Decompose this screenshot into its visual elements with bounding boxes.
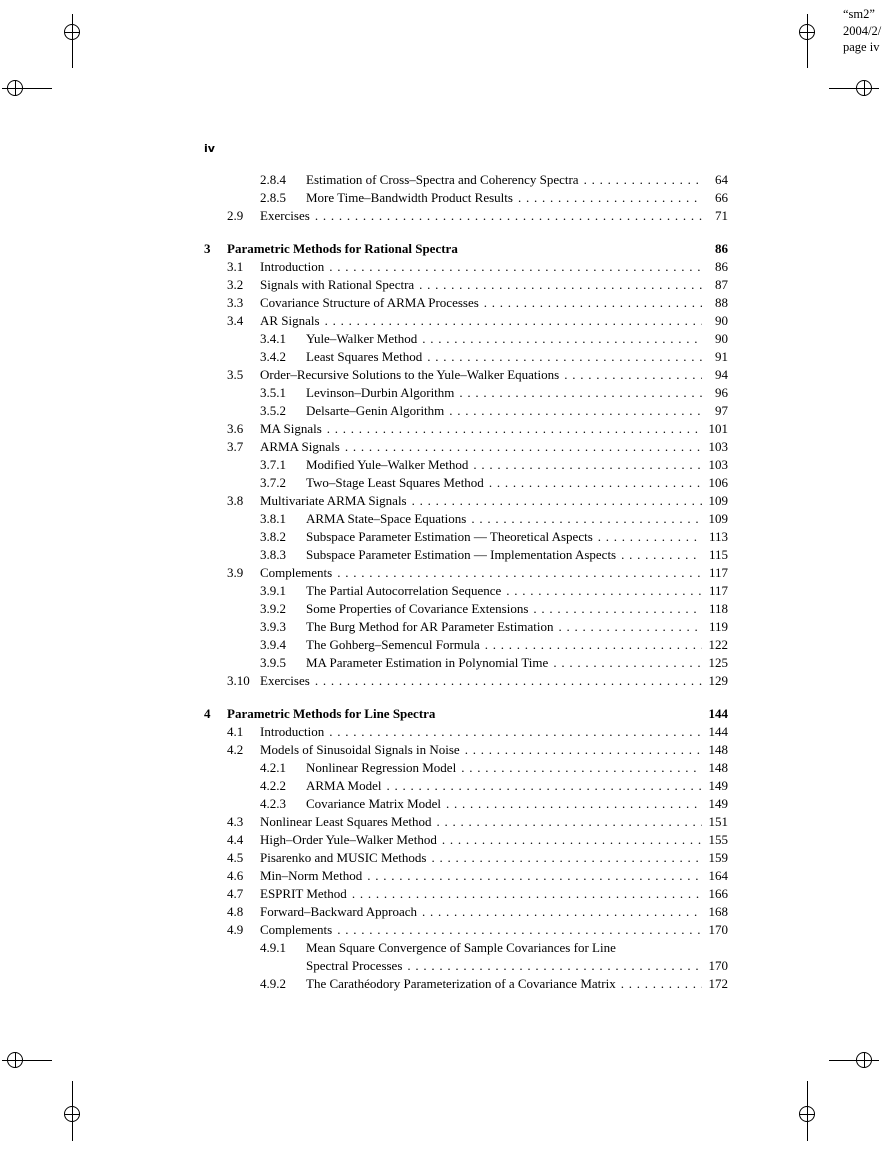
toc-entry-page: 149 — [708, 778, 728, 793]
toc-entry — [204, 171, 728, 189]
toc-entry-page: 117 — [708, 583, 728, 598]
toc-entry-title-continued: Spectral Processes — [306, 958, 403, 973]
toc-entry-title: Nonlinear Regression Model — [306, 760, 457, 775]
toc-entry-page: 101 — [708, 421, 728, 436]
toc-entry-page: 129 — [708, 673, 728, 688]
table-of-contents — [204, 171, 728, 993]
toc-entry-page: 117 — [708, 565, 728, 580]
toc-entry — [204, 885, 728, 903]
toc-entry-title: Multivariate ARMA Signals — [260, 493, 407, 508]
toc-entry-page: 166 — [708, 886, 728, 901]
toc-entry-page: 115 — [708, 547, 728, 562]
toc-entry — [204, 312, 728, 330]
toc-entry — [204, 492, 728, 510]
toc-entry-number: 2.9 — [227, 208, 244, 223]
toc-entry-page: 119 — [708, 619, 728, 634]
toc-chapter-page: 86 — [715, 241, 728, 256]
toc-entry — [204, 366, 728, 384]
toc-entry-number: 4.2.2 — [260, 778, 286, 793]
toc-entry-title: High–Order Yule–Walker Method — [260, 832, 437, 847]
toc-entry-page: 109 — [708, 511, 728, 526]
header-line-2: 2004/2/ — [843, 23, 882, 38]
toc-entry — [204, 795, 728, 813]
toc-entry-number: 4.2.3 — [260, 796, 286, 811]
toc-entry-title: ARMA State–Space Equations — [306, 511, 467, 526]
toc-entry-number: 3.8.1 — [260, 511, 286, 526]
toc-entry-number: 4.7 — [227, 886, 244, 901]
toc-entry-number: 4.6 — [227, 868, 244, 883]
toc-entry — [204, 636, 728, 654]
toc-entry-title: The Burg Method for AR Parameter Estimation — [306, 619, 554, 634]
toc-entry-number: 4.9.1 — [260, 940, 286, 955]
toc-entry-title: Delsarte–Genin Algorithm — [306, 403, 445, 418]
toc-entry — [204, 582, 728, 600]
toc-entry-title: Introduction — [260, 724, 325, 739]
toc-entry-title: Signals with Rational Spectra — [260, 277, 415, 292]
toc-entry-number: 3.6 — [227, 421, 244, 436]
toc-entry-page: 86 — [715, 259, 728, 274]
toc-entry-number: 3.5 — [227, 367, 244, 382]
toc-entry-page: 109 — [708, 493, 728, 508]
toc-entry-number: 3.8 — [227, 493, 244, 508]
toc-entry-title: Least Squares Method — [306, 349, 423, 364]
toc-entry-title: ESPRIT Method — [260, 886, 347, 901]
toc-chapter-page: 144 — [708, 706, 728, 721]
toc-entry-title: ARMA Signals — [260, 439, 340, 454]
running-header — [843, 6, 881, 56]
toc-entry-number: 4.5 — [227, 850, 244, 865]
toc-entry-page: 125 — [708, 655, 728, 670]
toc-entry-page: 113 — [708, 529, 728, 544]
toc-entry — [204, 546, 728, 564]
toc-entry — [204, 831, 728, 849]
toc-entry — [204, 276, 728, 294]
toc-entry-number: 3.4 — [227, 313, 244, 328]
toc-entry-title: Min–Norm Method — [260, 868, 363, 883]
toc-entry — [204, 813, 728, 831]
toc-entry — [204, 672, 728, 690]
toc-entry-number: 3.10 — [227, 673, 250, 688]
toc-entry-title: Levinson–Durbin Algorithm — [306, 385, 455, 400]
toc-entry-title: Covariance Structure of ARMA Processes — [260, 295, 479, 310]
toc-entry-number: 4.9 — [227, 922, 244, 937]
toc-entry-page: 148 — [708, 760, 728, 775]
toc-entry-number: 3.5.1 — [260, 385, 286, 400]
toc-entry-page: 172 — [708, 976, 728, 991]
toc-entry-title: Nonlinear Least Squares Method — [260, 814, 432, 829]
toc-entry — [204, 456, 728, 474]
toc-entry-page: 90 — [715, 331, 728, 346]
toc-entry-page: 155 — [708, 832, 728, 847]
toc-entry-number: 3.8.2 — [260, 529, 286, 544]
toc-entry-page: 170 — [708, 922, 728, 937]
toc-entry — [204, 294, 728, 312]
toc-entry-title: Exercises — [260, 673, 310, 688]
toc-entry-number: 3.7 — [227, 439, 244, 454]
toc-entry-page: 159 — [708, 850, 728, 865]
toc-entry-number: 3.9.4 — [260, 637, 286, 652]
toc-entry-number: 4.3 — [227, 814, 244, 829]
toc-chapter — [204, 240, 728, 258]
toc-entry — [204, 654, 728, 672]
toc-entry-continuation — [204, 957, 728, 975]
toc-entry-title: Introduction — [260, 259, 325, 274]
toc-entry-title: Covariance Matrix Model — [306, 796, 442, 811]
toc-entry-title: Estimation of Cross–Spectra and Coherency Spectra — [306, 172, 579, 187]
toc-entry — [204, 420, 728, 438]
toc-entry-number: 4.2.1 — [260, 760, 286, 775]
toc-entry-title: Some Properties of Covariance Extensions — [306, 601, 529, 616]
toc-entry — [204, 402, 728, 420]
toc-entry — [204, 438, 728, 456]
toc-entry-page: 148 — [708, 742, 728, 757]
toc-entry-number: 3.8.3 — [260, 547, 286, 562]
header-line-3: page iv — [843, 40, 880, 54]
toc-entry — [204, 207, 728, 225]
toc-entry-page: 88 — [715, 295, 728, 310]
toc-entry-number: 3.9.2 — [260, 601, 286, 616]
toc-entry-number: 3.5.2 — [260, 403, 286, 418]
toc-entry-page: 94 — [715, 367, 728, 382]
toc-entry-title: MA Signals — [260, 421, 322, 436]
toc-entry-title: Models of Sinusoidal Signals in Noise — [260, 742, 460, 757]
toc-entry — [204, 474, 728, 492]
toc-entry — [204, 600, 728, 618]
toc-chapter-title: Parametric Methods for Rational Spectra — [227, 241, 458, 256]
page-number: iv — [204, 142, 215, 155]
toc-entry — [204, 777, 728, 795]
toc-entry — [204, 189, 728, 207]
toc-entry — [204, 564, 728, 582]
toc-chapter — [204, 705, 728, 723]
toc-entry-number: 3.4.1 — [260, 331, 286, 346]
toc-entry-title: Modified Yule–Walker Method — [306, 457, 469, 472]
toc-entry-number: 4.2 — [227, 742, 244, 757]
toc-entry-page: 168 — [708, 904, 728, 919]
toc-entry-title: ARMA Model — [306, 778, 382, 793]
toc-entry-title: Subspace Parameter Estimation — Implementation Aspects — [306, 547, 617, 562]
toc-entry-page: 90 — [715, 313, 728, 328]
toc-entry-page: 97 — [715, 403, 728, 418]
header-line-1: “sm2” — [843, 7, 875, 21]
toc-entry-page: 71 — [715, 208, 728, 223]
toc-entry — [204, 384, 728, 402]
toc-entry-page: 103 — [708, 457, 728, 472]
toc-entry-number: 3.3 — [227, 295, 244, 310]
toc-entry-number: 3.7.1 — [260, 457, 286, 472]
toc-chapter-number: 4 — [204, 706, 211, 721]
toc-entry-title: Subspace Parameter Estimation — Theoretical Aspects — [306, 529, 593, 544]
toc-chapter-number: 3 — [204, 241, 211, 256]
toc-entry-page: 64 — [715, 172, 728, 187]
toc-entry — [204, 348, 728, 366]
toc-entry-page: 122 — [708, 637, 728, 652]
toc-entry-number: 3.9 — [227, 565, 244, 580]
toc-entry-title: Order–Recursive Solutions to the Yule–Walker Equations — [260, 367, 560, 382]
toc-entry-title: Forward–Backward Approach — [260, 904, 418, 919]
toc-entry-number: 3.7.2 — [260, 475, 286, 490]
toc-entry-title: The Carathéodory Parameterization of a Covariance Matrix — [306, 976, 616, 991]
toc-entry-page: 106 — [708, 475, 728, 490]
toc-entry-page: 66 — [715, 190, 728, 205]
toc-entry-page: 96 — [715, 385, 728, 400]
toc-entry — [204, 975, 728, 993]
toc-entry — [204, 618, 728, 636]
toc-entry — [204, 510, 728, 528]
toc-entry-title: Pisarenko and MUSIC Methods — [260, 850, 427, 865]
toc-entry-number: 3.2 — [227, 277, 244, 292]
toc-entry-number: 3.9.1 — [260, 583, 286, 598]
toc-entry — [204, 723, 728, 741]
toc-entry-number: 4.8 — [227, 904, 244, 919]
toc-entry-page: 149 — [708, 796, 728, 811]
toc-entry-title: More Time–Bandwidth Product Results — [306, 190, 513, 205]
toc-entry — [204, 867, 728, 885]
toc-chapter-title: Parametric Methods for Line Spectra — [227, 706, 436, 721]
toc-entry-page: 91 — [715, 349, 728, 364]
toc-entry — [204, 741, 728, 759]
toc-entry-number: 4.1 — [227, 724, 244, 739]
toc-entry-title: Two–Stage Least Squares Method — [306, 475, 484, 490]
toc-entry-number: 3.9.5 — [260, 655, 286, 670]
toc-entry-page: 87 — [715, 277, 728, 292]
toc-entry-number: 3.9.3 — [260, 619, 286, 634]
toc-entry-page: 144 — [708, 724, 728, 739]
toc-entry — [204, 921, 728, 939]
toc-entry-page: 170 — [708, 958, 728, 973]
toc-entry-number: 2.8.5 — [260, 190, 286, 205]
toc-entry-number: 4.4 — [227, 832, 244, 847]
toc-entry — [204, 939, 728, 957]
toc-entry-number: 2.8.4 — [260, 172, 286, 187]
toc-entry-title: Complements — [260, 922, 333, 937]
toc-entry — [204, 528, 728, 546]
toc-entry-number: 4.9.2 — [260, 976, 286, 991]
toc-entry — [204, 759, 728, 777]
toc-entry-title: Mean Square Convergence of Sample Covariances for Line — [306, 940, 616, 955]
toc-entry-title: The Gohberg–Semencul Formula — [306, 637, 480, 652]
toc-entry-title: The Partial Autocorrelation Sequence — [306, 583, 502, 598]
toc-entry — [204, 849, 728, 867]
toc-entry-page: 103 — [708, 439, 728, 454]
toc-entry-page: 164 — [708, 868, 728, 883]
toc-entry — [204, 330, 728, 348]
toc-entry — [204, 903, 728, 921]
toc-entry-title: MA Parameter Estimation in Polynomial Time — [306, 655, 549, 670]
toc-entry-title: Exercises — [260, 208, 310, 223]
toc-entry-title: AR Signals — [260, 313, 320, 328]
toc-entry-number: 3.1 — [227, 259, 244, 274]
toc-entry-title: Yule–Walker Method — [306, 331, 418, 346]
toc-entry-page: 118 — [708, 601, 728, 616]
toc-entry-title: Complements — [260, 565, 333, 580]
toc-entry-page: 151 — [708, 814, 728, 829]
toc-entry-number: 3.4.2 — [260, 349, 286, 364]
toc-entry — [204, 258, 728, 276]
